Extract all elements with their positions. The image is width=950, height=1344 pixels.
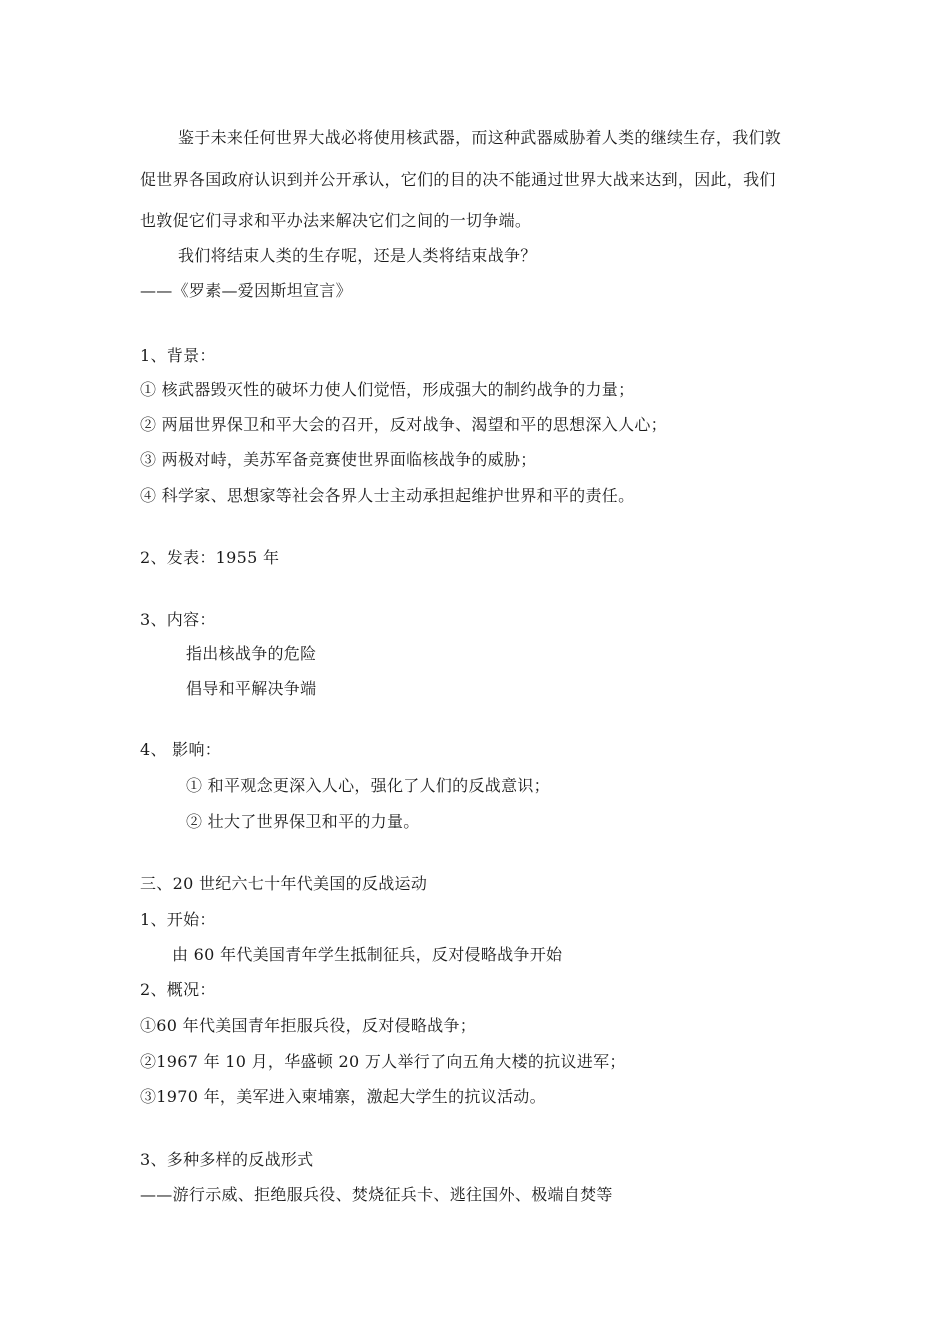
content-heading: 3、内容： [140, 610, 216, 629]
impact-item: ② 壮大了世界保卫和平的力量。 [186, 812, 420, 831]
start-text: 由 60 年代美国青年学生抵制征兵，反对侵略战争开始 [172, 945, 563, 964]
background-item: ② 两届世界保卫和平大会的召开，反对战争、渴望和平的思想深入人心； [140, 415, 667, 434]
start-heading: 1、开始： [140, 910, 216, 929]
quote-line-1: 鉴于未来任何世界大战必将使用核武器，而这种武器威胁着人类的继续生存，我们敦 [178, 128, 782, 147]
content-item: 倡导和平解决争端 [186, 679, 317, 698]
quote-source: ——《罗素—爱因斯坦宣言》 [140, 281, 352, 300]
quote-line-2: 促世界各国政府认识到并公开承认，它们的目的决不能通过世界大战来达到，因此，我们 [140, 170, 776, 189]
background-item: ① 核武器毁灭性的破坏力使人们觉悟，形成强大的制约战争的力量； [140, 380, 635, 399]
background-item: ③ 两极对峙，美苏军备竞赛使世界面临核战争的威胁； [140, 450, 537, 469]
section-title: 三、20 世纪六七十年代美国的反战运动 [140, 874, 428, 893]
quote-line-3: 也敦促它们寻求和平办法来解决它们之间的一切争端。 [140, 211, 532, 230]
impact-item: ① 和平观念更深入人心，强化了人们的反战意识； [186, 776, 550, 795]
published-line: 2、发表：1955 年 [140, 548, 280, 567]
forms-heading: 3、多种多样的反战形式 [140, 1150, 314, 1169]
overview-item: ①60 年代美国青年拒服兵役，反对侵略战争； [140, 1016, 477, 1035]
impact-heading: 4、 影响： [140, 740, 222, 759]
overview-heading: 2、概况： [140, 980, 216, 999]
overview-item: ②1967 年 10 月，华盛顿 20 万人举行了向五角大楼的抗议进军； [140, 1052, 626, 1071]
background-item: ④ 科学家、思想家等社会各界人士主动承担起维护世界和平的责任。 [140, 486, 635, 505]
background-heading: 1、背景： [140, 346, 216, 365]
content-item: 指出核战争的危险 [186, 644, 317, 663]
quote-question: 我们将结束人类的生存呢，还是人类将结束战争？ [178, 246, 537, 265]
forms-text: ——游行示威、拒绝服兵役、焚烧征兵卡、逃往国外、极端自焚等 [140, 1185, 613, 1204]
overview-item: ③1970 年，美军进入柬埔寨，激起大学生的抗议活动。 [140, 1087, 546, 1106]
